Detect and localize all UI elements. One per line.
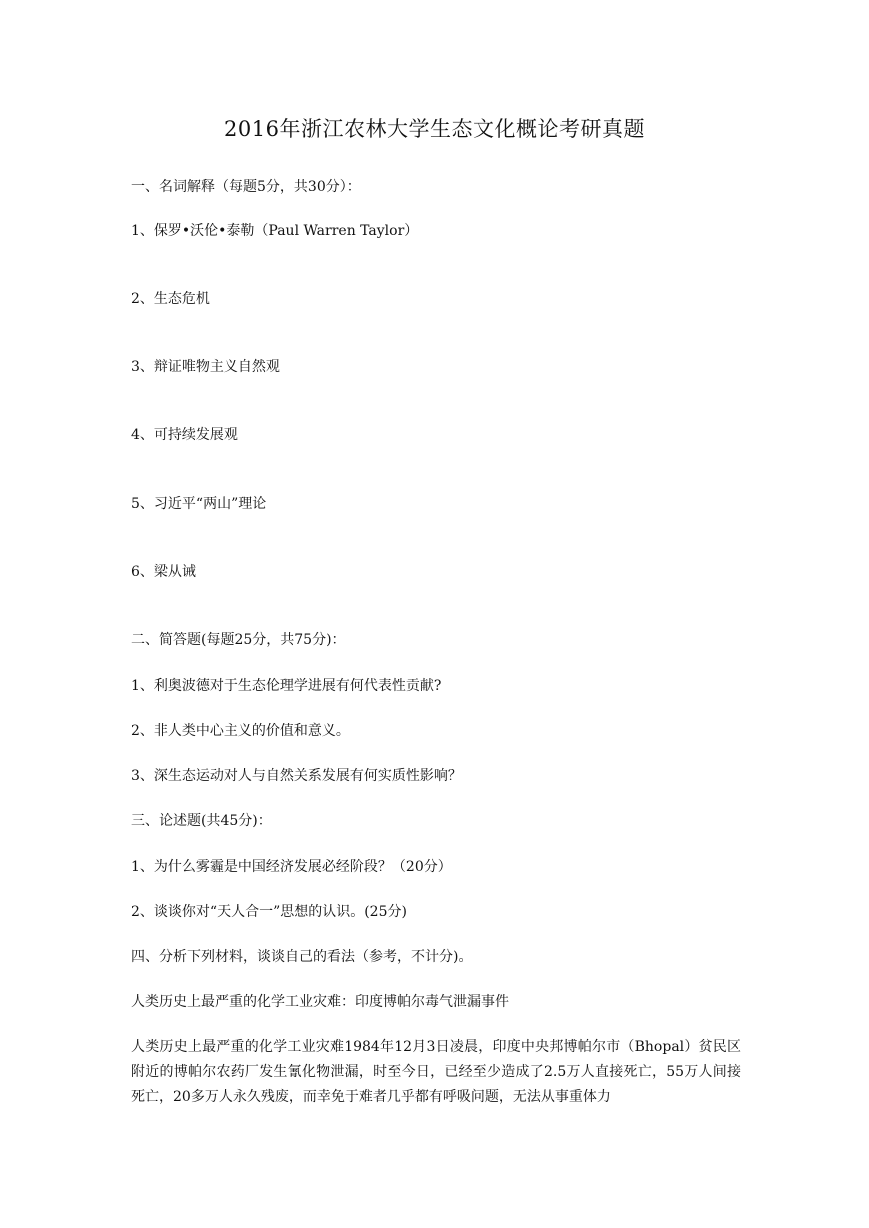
short-answer-item-1: 1、利奥波德对于生态伦理学进展有何代表性贡献? <box>131 678 442 694</box>
glossary-item-1: 1、保罗•沃伦•泰勒（Paul Warren Taylor） <box>131 223 419 239</box>
section-heading-essay: 三、论述题(共45分)： <box>131 813 272 829</box>
section-heading-glossary: 一、名词解释（每题5分，共30分）： <box>131 179 361 195</box>
glossary-item-5: 5、习近平“两山”理论 <box>131 496 267 512</box>
material-body: 人类历史上最严重的化学工业灾难1984年12月3日凌晨，印度中央邦博帕尔市（Bhopal）贫民区附近的博帕尔农药厂发生氰化物泄漏，时至今日，已经至少造成了2.5万人直接死亡，55万人间接死亡，20多万人永久残废，而幸免于难者几乎都有呼吸问题，无法从事重体力 <box>131 1039 741 1105</box>
essay-item-1: 1、为什么雾霾是中国经济发展必经阶段？（20分） <box>131 859 452 875</box>
short-answer-item-3: 3、深生态运动对人与自然关系发展有何实质性影响？ <box>131 768 462 784</box>
glossary-item-6: 6、梁从诫 <box>131 564 196 580</box>
glossary-item-3: 3、辩证唯物主义自然观 <box>131 359 280 375</box>
section-heading-short-answer: 二、简答题(每题25分，共75分)： <box>131 632 346 648</box>
short-answer-item-2: 2、非人类中心主义的价值和意义。 <box>131 723 350 739</box>
section-heading-analysis: 四、分析下列材料，谈谈自己的看法（参考，不计分)。 <box>131 949 473 965</box>
document-title: 2016年浙江农林大学生态文化概论考研真题 <box>224 117 645 141</box>
glossary-item-2: 2、生态危机 <box>131 291 210 307</box>
essay-item-2: 2、谈谈你对“天人合一”思想的认识。(25分) <box>131 904 407 920</box>
glossary-item-4: 4、可持续发展观 <box>131 427 238 443</box>
material-title: 人类历史上最严重的化学工业灾难：印度博帕尔毒气泄漏事件 <box>131 994 509 1010</box>
